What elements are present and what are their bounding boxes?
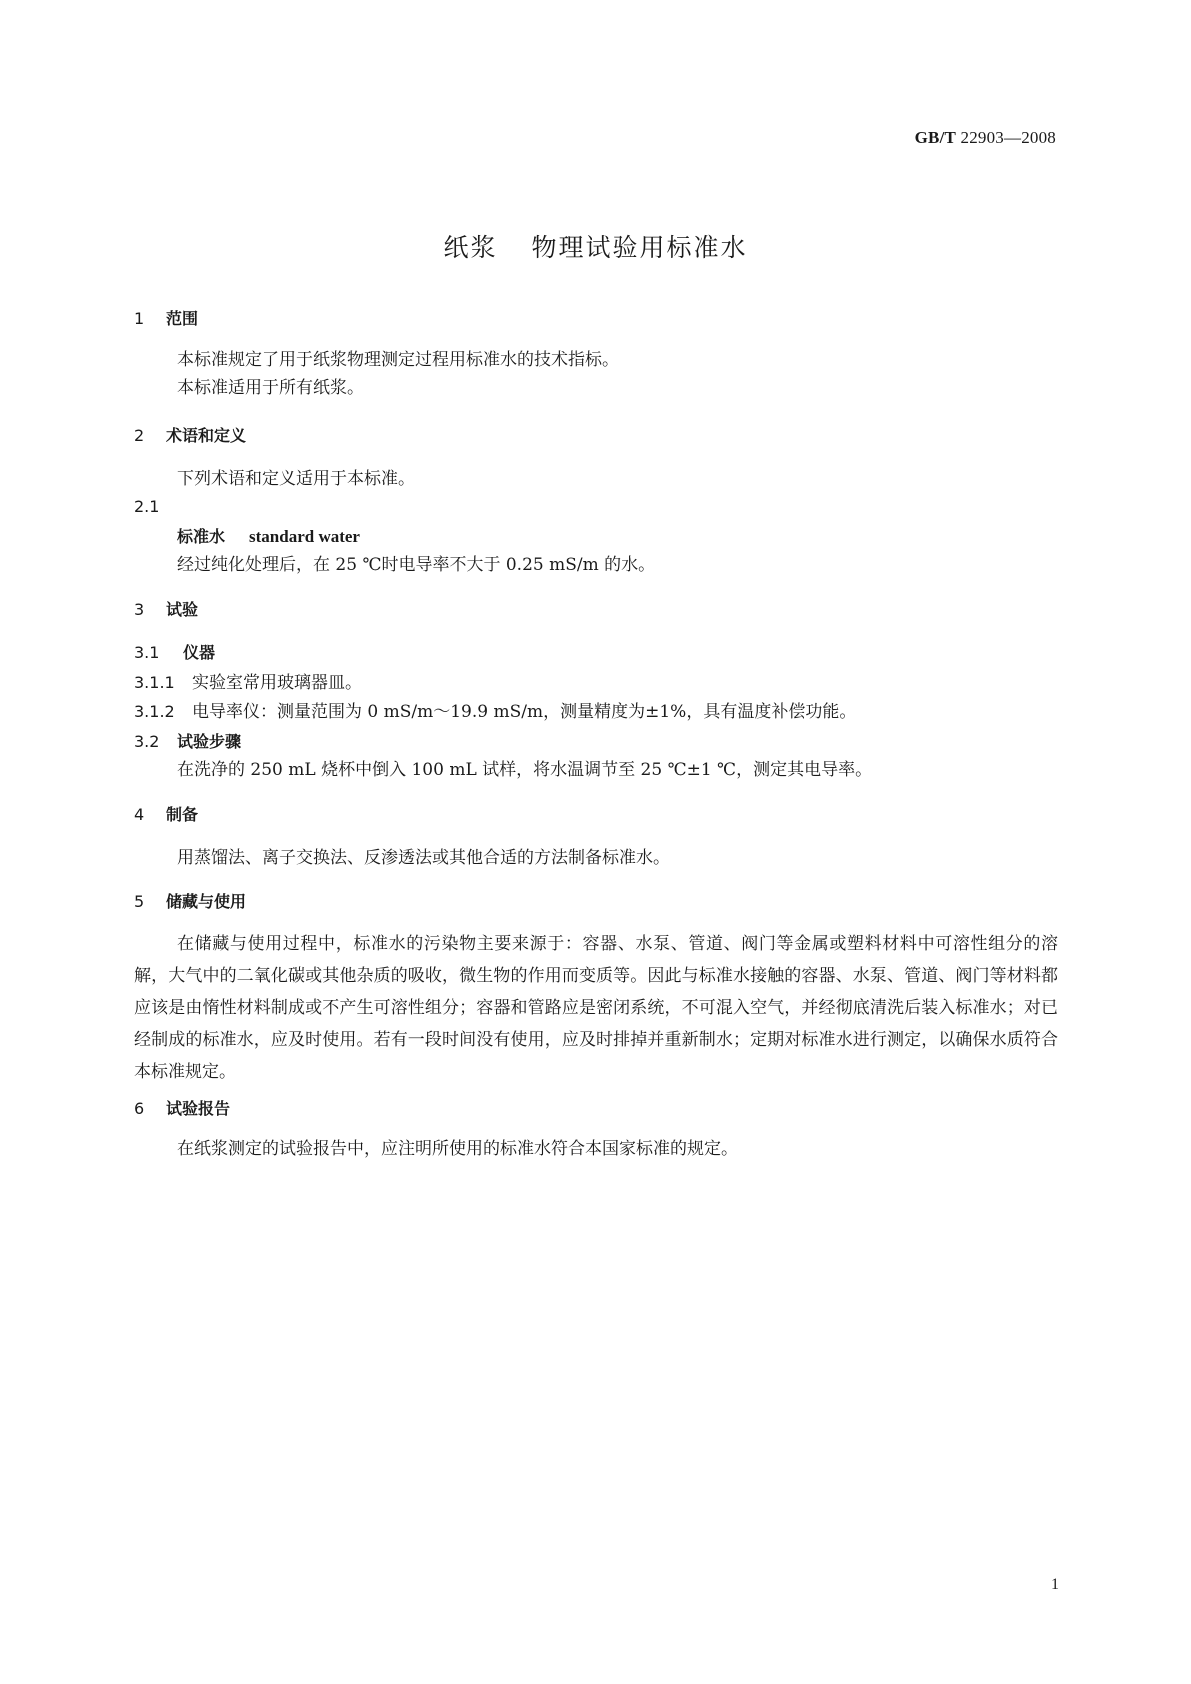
page-number: 1 — [1051, 1576, 1059, 1593]
term-definition: 经过纯化处理后，在 25 ℃时电导率不大于 0.25 mS/m 的水。 — [177, 555, 656, 575]
section-3-1-1 — [134, 671, 362, 695]
section-2-title: 术语和定义 — [166, 426, 247, 445]
standard-code — [915, 128, 1056, 148]
section-3-2-heading — [134, 730, 241, 754]
section-2-number: 2 — [134, 426, 145, 445]
section-3-2-text: 在洗净的 250 mL 烧杯中倒入 100 mL 试样，将水温调节至 25 ℃±1 ℃，测定其电导率。 — [177, 760, 873, 780]
section-5-number: 5 — [134, 892, 145, 911]
section-3-1-heading — [134, 641, 215, 665]
section-6-heading — [134, 1097, 230, 1121]
section-4-number: 4 — [134, 805, 145, 824]
term-english: standard water — [249, 527, 360, 546]
section-3-1-2-number: 3.1.2 — [134, 702, 175, 721]
term-chinese: 标准水 — [177, 527, 226, 546]
section-6-title: 试验报告 — [166, 1099, 231, 1118]
term-entry — [177, 525, 360, 549]
section-3-1-1-text: 实验室常用玻璃器皿。 — [192, 673, 362, 693]
section-1-heading — [134, 307, 198, 331]
section-2-heading — [134, 424, 246, 448]
section-3-1-1-number: 3.1.1 — [134, 673, 175, 692]
section-4-heading — [134, 803, 198, 827]
section-3-1-title: 仪器 — [183, 643, 216, 662]
section-3-1-2-text: 电导率仪：测量范围为 0 mS/m～19.9 mS/m，测量精度为±1%，具有温度补偿功能。 — [192, 702, 857, 722]
standard-code-number: 22903—2008 — [960, 128, 1056, 147]
section-5-paragraph-1: 在储藏与使用过程中，标准水的污染物主要来源于：容器、水泵、管道、阀门等金属或塑料材料中可溶性组分的溶解，大气中的二氧化碳或其他杂质的吸收，微生物的作用而变质等。因此与标准水接触的容器、水泵、管道、阀门等材料都应该是由惰性材料制成或不产生可溶性组分；容器和管路应是密闭系统，不可混入空气，并经彻底清洗后装入标准水；对已经制成的标准水，应及时使用。若有一段时间没有使用，应及时排掉并重新制水；定期对标准水进行测定，以确保水质符合本标准规定。 — [134, 934, 1058, 1082]
section-2-paragraph-1: 下列术语和定义适用于本标准。 — [177, 469, 415, 489]
section-1-number: 1 — [134, 309, 145, 328]
section-6-paragraph-1: 在纸浆测定的试验报告中，应注明所使用的标准水符合本国家标准的规定。 — [177, 1139, 738, 1159]
section-3-title: 试验 — [166, 600, 199, 619]
section-3-2-title: 试验步骤 — [177, 732, 242, 751]
standard-code-prefix: GB/T — [914, 128, 957, 147]
title-part-1: 纸浆 — [443, 233, 498, 262]
section-1-paragraph-1: 本标准规定了用于纸浆物理测定过程用标准水的技术指标。 — [177, 350, 619, 370]
document-title — [0, 228, 1191, 264]
section-4-title: 制备 — [166, 805, 199, 824]
section-6-number: 6 — [134, 1099, 145, 1118]
section-3-1-number: 3.1 — [134, 643, 160, 662]
section-2-1-number: 2.1 — [134, 497, 160, 516]
section-3-2-number: 3.2 — [134, 732, 160, 751]
section-3-number: 3 — [134, 600, 145, 619]
section-1-title: 范围 — [166, 309, 199, 328]
section-5-heading — [134, 890, 246, 914]
section-3-1-2 — [134, 700, 856, 724]
section-1-paragraph-2: 本标准适用于所有纸浆。 — [177, 378, 364, 398]
section-4-paragraph-1: 用蒸馏法、离子交换法、反渗透法或其他合适的方法制备标准水。 — [177, 848, 670, 868]
section-3-heading — [134, 598, 198, 622]
title-part-2: 物理试验用标准水 — [531, 233, 748, 262]
section-5-title: 储藏与使用 — [166, 892, 247, 911]
